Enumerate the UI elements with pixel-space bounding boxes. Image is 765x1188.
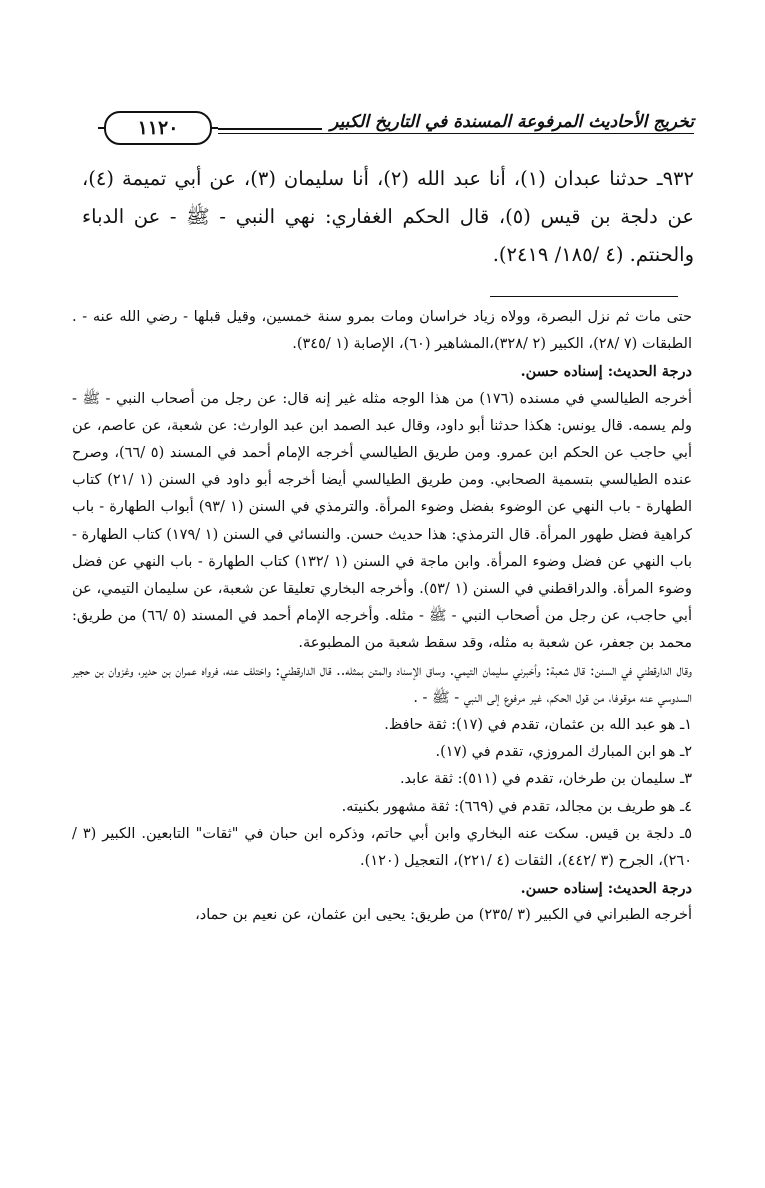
footnote-1: ١ـ هو عبد الله بن عثمان، تقدم في (١٧): ثقة حافظ. xyxy=(384,717,692,734)
daraqutni-paragraph: وقال الدارقطني في السنن: قال شعبة: وأخبرني سليمان التيمي. وساق الإسناد والمتن بمثله.. قال الدارقطني: واختلف عنه، فرواه عمران بن حدير، وغزوان بن حجير السدوسي عنه موقوفا، من قول الحكم، غير مرفوع إلى النبي - ﷺ - . xyxy=(72,662,692,706)
footnote-5: ٥ـ دلجة بن قيس. سكت عنه البخاري وابن أبي حاتم، وذكره ابن حبان في "ثقات" التابعين. الكبير (٣ /٢٦٠)، الجرح (٣ /٤٤٢)، الثقات (٤ /٢٢١)، التعجيل (١٢٠). xyxy=(72,825,692,870)
note-continuation: حتى مات ثم نزل البصرة، وولاه زياد خراسان ومات بمرو سنة خمسين، وقيل قبلها - رضي الله عنه - . الطبقات (٧ /٢٨)، الكبير (٢ /٣٢٨)،المشاهير (٦٠)، الإصابة (١ /٣٤٥). xyxy=(72,309,692,353)
footnote-4: ٤ـ هو طريف بن مجالد، تقدم في (٦٦٩): ثقة مشهور بكنيته. xyxy=(341,798,692,815)
takhrij-paragraph: أخرجه الطيالسي في مسنده (١٧٦) من هذا الوجه مثله غير إنه قال: عن رجل من أصحاب النبي - ﷺ - ولم يسمه. قال يونس: هكذا حدثنا أبو داود، وقال عبد الصمد ابن عبد الوارث: عن شعبة، عن عاصم، عن أبي حاجب عن الحكم ابن عمرو. ومن طريق الطيالسي أخرجه الإمام أحمد في المسند (٥ /٦٦)، وصرح عنده الطيالسي بتسمية الصحابي. ومن طريق الطيالسي أيضا أخرجه أبو داود في السنن (١ /٢١) كتاب الطهارة - باب النهي عن الوضوء بفضل وضوء المرأة. والترمذي في السنن (١ /٩٣) أبواب الطهارة - باب كراهية فضل طهور المرأة. قال الترمذي: هذا حديث حسن. والنسائي في السنن (١ /١٧٩) كتاب الطهارة - باب النهي عن فضل وضوء المرأة. وابن ماجة في السنن (١ /١٣٢) كتاب الطهارة - باب النهي عن فضل وضوء المرأة. والدراقطني في السنن (١ /٥٣). وأخرجه البخاري تعليقا عن شعبة، عن سليمان التيمي، عن أبي حاجب، عن رجل من أصحاب النبي - ﷺ - مثله. وأخرجه الإمام أحمد في المسند (٥ /٦٦) من طريق: محمد بن جعفر، عن شعبة به مثله، وقد سقط شعبة من المطبوعة. xyxy=(72,390,693,652)
footnote-2: ٢ـ هو ابن المبارك المروزي، تقدم في (١٧). xyxy=(435,744,692,761)
running-title: تخريج الأحاديث المرفوعة المسندة في التاريخ الكبير xyxy=(322,112,694,132)
footnotes xyxy=(72,304,692,930)
footnote-3: ٣ـ سليمان بن طرخان، تقدم في (٥١١): ثقة عابد. xyxy=(399,771,692,788)
page-number: ١١٢٠ xyxy=(104,111,212,145)
hadith-text: ٩٣٢ـ حدثنا عبدان (١)، أنا عبد الله (٢)، أنا سليمان (٣)، عن أبي تميمة (٤)، عن دلجة بن قيس (٥)، قال الحكم الغفاري: نهي النبي - ﷺ - عن الدباء والحنتم. (٤ /١٨٥/ ٢٤١٩). xyxy=(82,167,694,266)
footnote-separator xyxy=(490,296,678,297)
grade-heading: درجة الحديث: إسناده حسن. xyxy=(520,363,692,381)
tabarani-paragraph: أخرجه الطبراني في الكبير (٣ /٢٣٥) من طريق: يحيى ابن عثمان، عن نعيم بن حماد، xyxy=(195,907,692,924)
running-header xyxy=(82,108,694,152)
grade-heading: درجة الحديث: إسناده حسن. xyxy=(520,880,692,898)
